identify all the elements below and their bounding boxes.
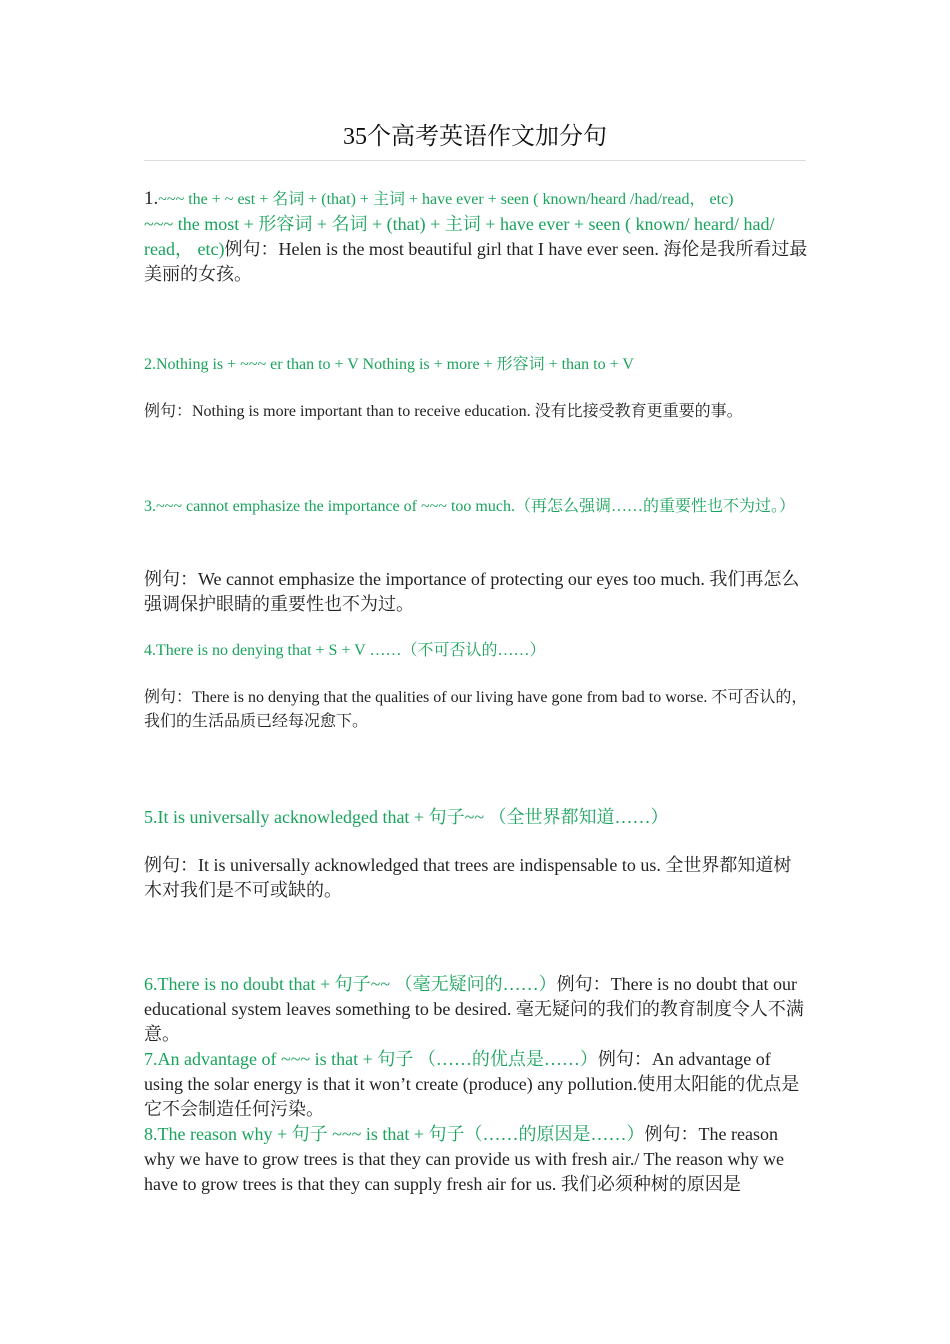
item-6-example: 例句：There is no doubt that our educational system leaves something to be desired. 毫无疑问的我们的教育制度令人不满意。 — [144, 974, 804, 1044]
item-7-pattern: 7.An advantage of ~~~ is that + 句子 （……的优点是……） — [144, 1049, 598, 1069]
item-3-pattern: 3.~~~ cannot emphasize the importance of ~~~ too much.（再怎么强调……的重要性也不为过。） — [144, 498, 795, 515]
item-6-pattern: 6.There is no doubt that + 句子~~ （毫无疑问的……） — [144, 974, 557, 994]
item-4-example: 例句：There is no denying that the qualities of our living have gone from bad to worse. 不可否认的，我们的生活品质已经每况愈下。 — [144, 689, 808, 730]
item-1-pattern-2: ~~~ the most + 形容词 + 名词 + (that) + 主词 + have ever + seen ( known/ heard/ had/ read， etc) — [144, 214, 775, 259]
item-5-pattern: 5.It is universally acknowledged that + 句子~~ （全世界都知道……） — [144, 807, 669, 827]
item-1-example: 例句：Helen is the most beautiful girl that I have ever seen. 海伦是我所看过最美丽的女孩。 — [144, 239, 808, 284]
item-4-pattern: 4.There is no denying that + S + V ……（不可否认的……） — [144, 642, 546, 659]
item-8-pattern: 8.The reason why + 句子 ~~~ is that + 句子（……的原因是……） — [144, 1124, 645, 1144]
item-1-pattern-1: ~~~ the + ~ est + 名词 + (that) + 主词 + have ever + seen ( known/heard /had/read， etc) — [158, 191, 734, 208]
page-title: 35个高考英语作文加分句 — [343, 124, 607, 150]
item-7-example: 例句：An advantage of using the solar energy is that it won’t create (produce) any pollution.使用太阳能的优点是它不会制造任何污染。 — [144, 1049, 800, 1119]
item-2-pattern: 2.Nothing is + ~~~ er than to + V Nothing is + more + 形容词 + than to + V — [144, 356, 634, 373]
item-5-example: 例句：It is universally acknowledged that trees are indispensable to us. 全世界都知道树木对我们是不可或缺的。 — [144, 855, 792, 900]
item-1-number: 1. — [144, 188, 159, 209]
item-8-example: 例句：The reason why we have to grow trees is that they can provide us with fresh air./ The reason why we have to grow trees is that they can supply fresh air for us. 我们必须种树的原因是 — [144, 1124, 784, 1194]
item-3-example: 例句：We cannot emphasize the importance of protecting our eyes too much. 我们再怎么强调保护眼睛的重要性也不为过。 — [144, 569, 800, 614]
title-divider — [144, 160, 806, 161]
item-2-example: 例句：Nothing is more important than to receive education. 没有比接受教育更重要的事。 — [144, 403, 743, 420]
item-1 — [144, 186, 808, 287]
items-6-to-8 — [144, 972, 808, 1197]
